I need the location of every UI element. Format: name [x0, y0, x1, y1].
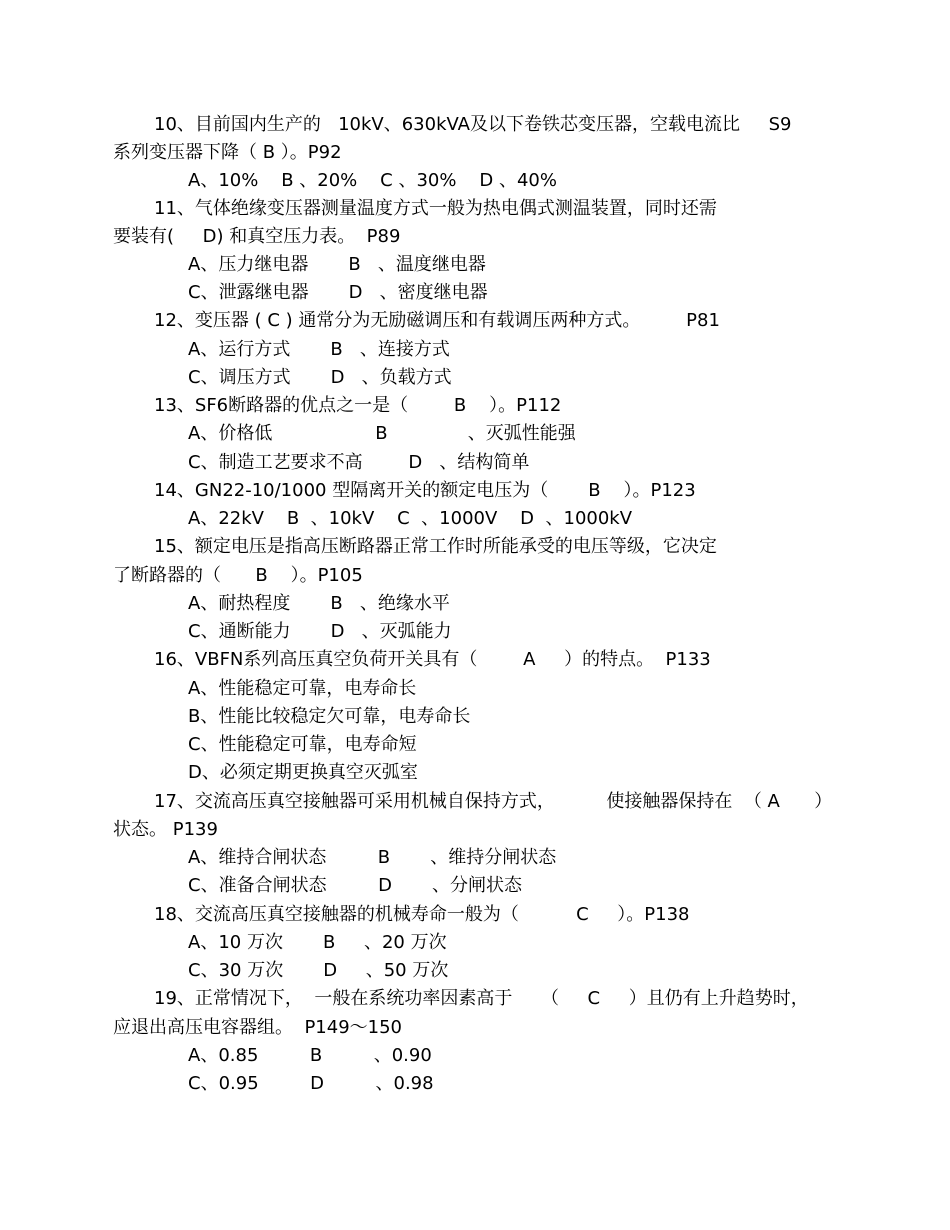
question-12-line-1: 12、变压器 ( C ) 通常分为无励磁调压和有载调压两种方式。 P81: [154, 310, 720, 331]
question-16-option-a: A、性能稳定可靠，电寿命长: [188, 678, 417, 699]
question-11-option-row-1: A、压力继电器 B 、温度继电器: [188, 254, 486, 275]
question-19-line-2: 应退出高压电容器组。 P149～150: [113, 1017, 403, 1038]
question-16-option-c: C、性能稳定可靠，电寿命短: [188, 734, 417, 755]
question-15-option-row-2: C、通断能力 D 、灭弧能力: [188, 621, 452, 642]
question-16-line-1: 16、VBFN系列高压真空负荷开关具有（ A ）的特点。 P133: [154, 649, 711, 670]
question-18-option-row-2: C、30 万次 D 、50 万次: [188, 960, 449, 981]
question-10-line-2: 系列变压器下降（ B ）。P92: [113, 142, 342, 163]
question-18-line-1: 18、交流高压真空接触器的机械寿命一般为（ C ）。P138: [154, 904, 690, 925]
question-11-line-2: 要装有( D) 和真空压力表。 P89: [113, 226, 401, 247]
question-15-option-row-1: A、耐热程度 B 、绝缘水平: [188, 593, 450, 614]
question-14-options: A、22kV B 、10kV C 、1000V D 、1000kV: [188, 508, 633, 529]
question-13-option-row-1: A、价格低 B 、灭弧性能强: [188, 423, 576, 444]
question-19-option-row-1: A、0.85 B 、0.90: [188, 1045, 432, 1066]
question-18-option-row-1: A、10 万次 B 、20 万次: [188, 932, 447, 953]
question-15-line-1: 15、额定电压是指高压断路器正常工作时所能承受的电压等级，它决定: [154, 536, 717, 557]
question-17-line-2: 状态。 P139: [113, 819, 218, 840]
question-14-line-1: 14、GN22-10/1000 型隔离开关的额定电压为（ B ）。P123: [154, 480, 696, 501]
question-12-option-row-1: A、运行方式 B 、连接方式: [188, 339, 450, 360]
question-16-option-d: D、必须定期更换真空灭弧室: [188, 762, 418, 783]
question-13-option-row-2: C、制造工艺要求不高 D 、结构简单: [188, 452, 530, 473]
question-16-option-b: B、性能比较稳定欠可靠，电寿命长: [188, 706, 471, 727]
question-10-line-1: 10、目前国内生产的 10kV、630kVA及以下卷铁芯变压器，空载电流比 S9: [154, 114, 792, 135]
question-17-option-row-2: C、准备合闸状态 D 、分闸状态: [188, 875, 522, 896]
question-19-line-1: 19、正常情况下， 一般在系统功率因素高于 （ C ）且仍有上升趋势时，: [154, 988, 809, 1009]
question-13-line-1: 13、SF6断路器的优点之一是（ B ）。P112: [154, 395, 562, 416]
question-10-options: A、10% B 、20% C 、30% D 、40%: [188, 170, 557, 191]
question-11-line-1: 11、气体绝缘变压器测量温度方式一般为热电偶式测温装置，同时还需: [154, 198, 717, 219]
question-12-option-row-2: C、调压方式 D 、负载方式: [188, 367, 452, 388]
question-17-line-1: 17、交流高压真空接触器可采用机械自保持方式， 使接触器保持在 （ A ）: [154, 791, 833, 812]
question-19-option-row-2: C、0.95 D 、0.98: [188, 1073, 434, 1094]
question-15-line-2: 了断路器的（ B ）。P105: [113, 565, 363, 586]
question-11-option-row-2: C、泄露继电器 D 、密度继电器: [188, 282, 488, 303]
question-17-option-row-1: A、维持合闸状态 B 、维持分闸状态: [188, 847, 557, 868]
